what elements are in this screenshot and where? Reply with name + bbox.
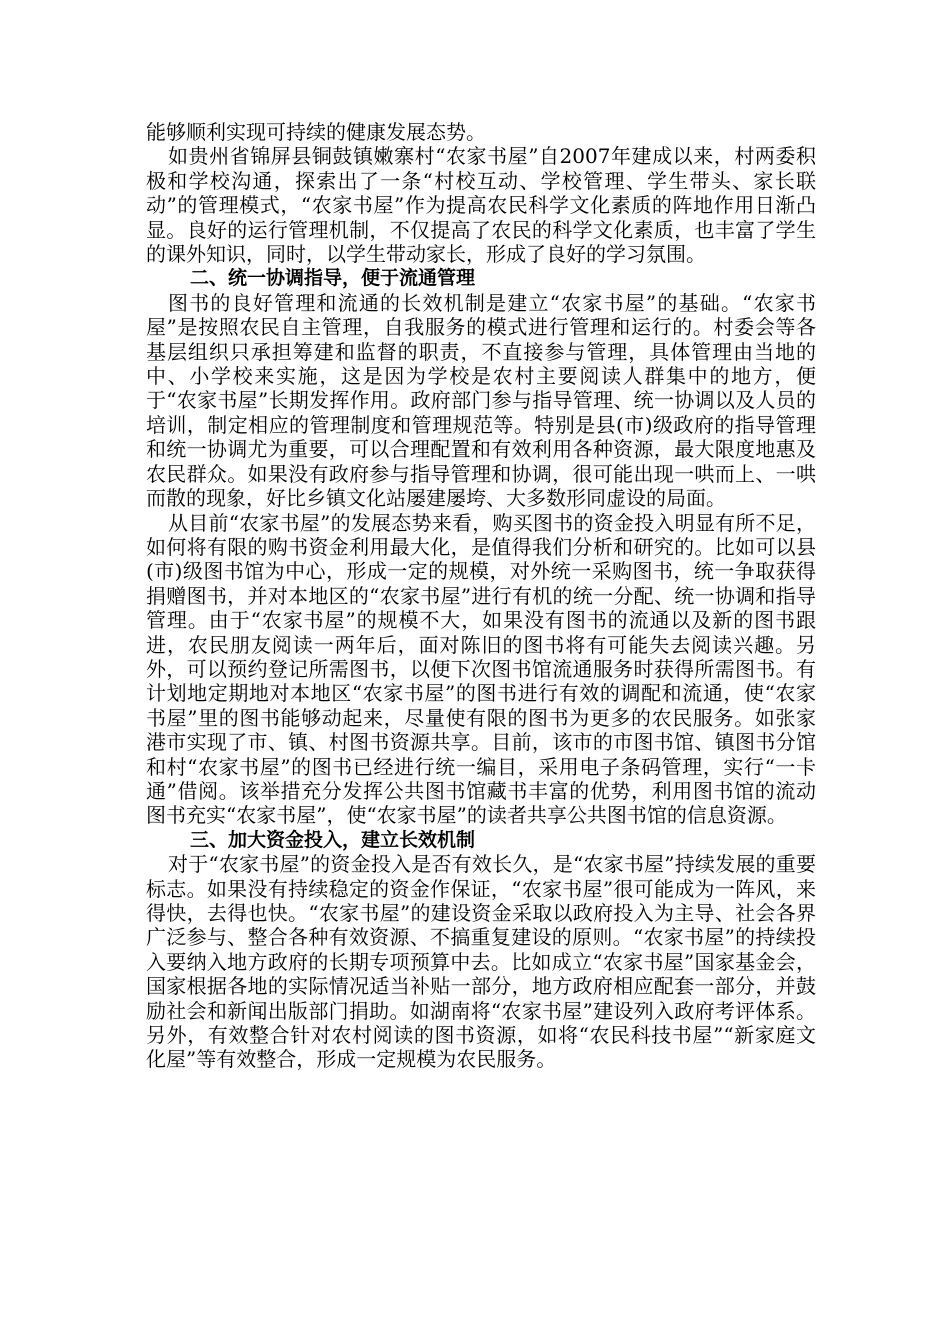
document-page <box>146 120 816 1072</box>
paragraph-continuation: 能够顺利实现可持续的健康发展态势。 <box>146 120 486 144</box>
paragraph-management: 图书的良好管理和流通的长效机制是建立“农家书屋”的基础。“农家书屋”是按照农民自主管理，自我服务的模式进行管理和运行的。村委会等各基层组织只承担筹建和监督的职责，不直接参与管理，具体管理由当地的中、小学校来实施，这是因为学校是农村主要阅读人群集中的地方，便于“农家书屋”长期发挥作用。政府部门参与指导管理、统一协调以及人员的培训，制定相应的管理制度和管理规范等。特别是县(市)级政府的指导管理和统一协调尤为重要，可以合理配置和有效利用各种资源，最大限度地惠及农民群众。如果没有政府参与指导管理和协调，很可能出现一哄而上、一哄而散的现象，好比乡镇文化站屡建屡垮、大多数形同虚设的局面。 <box>146 290 816 511</box>
paragraph-circulation: 从目前“农家书屋”的发展态势来看，购买图书的资金投入明显有所不足，如何将有限的购书资金利用最大化，是值得我们分析和研究的。比如可以县(市)级图书馆为中心，形成一定的规模，对外统一采购图书，统一争取获得捐赠图书，并对本地区的“农家书屋”进行有机的统一分配、统一协调和指导管理。由于“农家书屋”的规模不大，如果没有图书的流通以及新的图书跟进，农民朋友阅读一两年后，面对陈旧的图书将有可能失去阅读兴趣。另外，可以预约登记所需图书，以便下次图书馆流通服务时获得所需图书。有计划地定期地对本地区“农家书屋”的图书进行有效的调配和流通，使“农家书屋”里的图书能够动起来，尽量使有限的图书为更多的农民服务。如张家港市实现了市、镇、村图书资源共享。目前，该市的市图书馆、镇图书分馆和村“农家书屋”的图书已经进行统一编目，采用电子条码管理，实行“一卡通”借阅。该举措充分发挥公共图书馆藏书丰富的优势，利用图书馆的流动图书充实“农家书屋”，使“农家书屋”的读者共享公共图书馆的信息资源。 <box>146 510 816 828</box>
paragraph-funding: 对于“农家书屋”的资金投入是否有效长久，是“农家书屋”持续发展的重要标志。如果没有持续稳定的资金作保证，“农家书屋”很可能成为一阵风，来得快，去得也快。“农家书屋”的建设资金采取以政府投入为主导、社会各界广泛参与、整合各种有效资源、不搞重复建设的原则。“农家书屋”的持续投入要纳入地方政府的长期专项预算中去。比如成立“农家书屋”国家基金会，国家根据各地的实际情况适当补贴一部分，地方政府相应配套一部分，并鼓励社会和新闻出版部门捐助。如湖南将“农家书屋”建设列入政府考评体系。另外，有效整合针对农村阅读的图书资源，如将“农民科技书屋”“新家庭文化屋”等有效整合，形成一定规模为农民服务。 <box>146 852 816 1072</box>
section-heading-3: 三、加大资金投入，建立长效机制 <box>190 828 476 851</box>
paragraph-guizhou-example: 如贵州省锦屏县铜鼓镇嫩寨村“农家书屋”自2007年建成以来，村两委积极和学校沟通，探索出了一条“村校互动、学校管理、学生带头、家长联动”的管理模式，“农家书屋”作为提高农民科学文化素质的阵地作用日渐凸显。良好的运行管理机制，不仅提高了农民的科学文化素质，也丰富了学生的课外知识，同时，以学生带动家长，形成了良好的学习氛围。 <box>146 144 816 267</box>
section-heading-2: 二、统一协调指导，便于流通管理 <box>190 267 476 290</box>
